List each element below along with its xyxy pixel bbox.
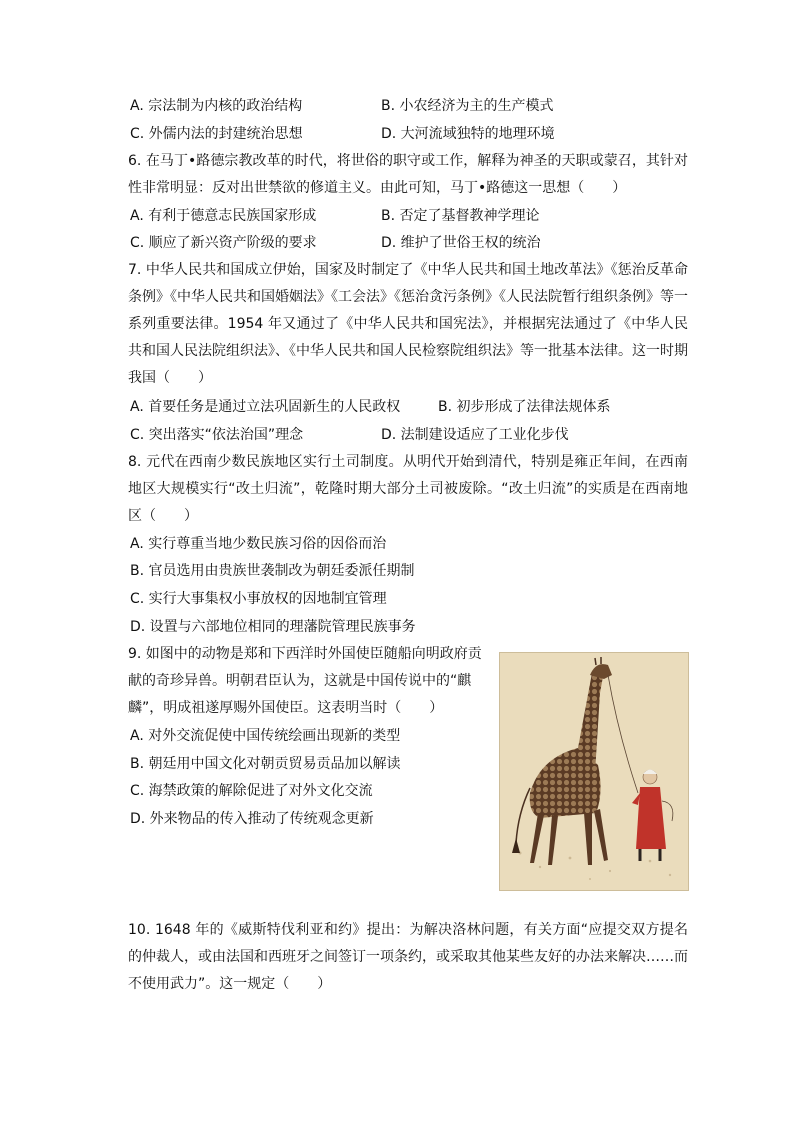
q9-option-c: C. 海禁政策的解除促进了对外文化交流 <box>130 783 373 799</box>
q6-option-c: C. 顺应了新兴资产阶级的要求 <box>130 235 317 251</box>
q9-stem: 9. 如图中的动物是郑和下西洋时外国使臣随船向明政府贡献的奇珍异兽。明朝君臣认为，这就是中国传说中的“麒麟”，明成祖遂厚赐外国使臣。这表明当时（ ） <box>128 646 482 716</box>
q8-option-a: A. 实行尊重当地少数民族习俗的因俗而治 <box>130 536 387 552</box>
q7-option-a: A. 首要任务是通过立法巩固新生的人民政权 <box>130 399 401 415</box>
q8-stem: 8. 元代在西南少数民族地区实行土司制度。从明代开始到清代，特别是雍正年间，在西南地区大规模实行“改土归流”，乾隆时期大部分土司被废除。“改土归流”的实质是在西南地区（ ） <box>128 454 688 524</box>
q7-option-d: D. 法制建设适应了工业化步伐 <box>381 427 569 443</box>
q6-option-b: B. 否定了基督教神学理论 <box>381 208 540 224</box>
q6-option-a: A. 有利于德意志民族国家形成 <box>130 208 317 224</box>
q10-stem: 10. 1648 年的《威斯特伐利亚和约》提出：为解决洛林问题，有关方面“应提交双方提名的仲裁人，或由法国和西班牙之间签订一项条约，或采取其他某些友好的办法来解决……而不使用武力”。这一规定（ ） <box>128 922 688 992</box>
q5-option-d: D. 大河流域独特的地理环境 <box>381 126 555 142</box>
q5-option-c: C. 外儒内法的封建统治思想 <box>130 126 303 142</box>
giraffe-painting <box>499 652 689 891</box>
q7-option-c: C. 突出落实“依法治国”理念 <box>130 427 304 443</box>
q6-option-d: D. 维护了世俗王权的统治 <box>381 235 541 251</box>
q8-option-c: C. 实行大事集权小事放权的因地制宜管理 <box>130 591 387 607</box>
q9-option-d: D. 外来物品的传入推动了传统观念更新 <box>130 811 374 827</box>
q8-option-b: B. 官员选用由贵族世袭制改为朝廷委派任期制 <box>130 563 415 579</box>
q8-option-d: D. 设置与六部地位相同的理藩院管理民族事务 <box>130 619 416 635</box>
q9-option-a: A. 对外交流促使中国传统绘画出现新的类型 <box>130 728 401 744</box>
q9-option-b: B. 朝廷用中国文化对朝贡贸易贡品加以解读 <box>130 756 401 772</box>
q7-option-b: B. 初步形成了法律法规体系 <box>438 399 611 415</box>
q6-stem: 6. 在马丁•路德宗教改革的时代，将世俗的职守或工作，解释为神圣的天职或蒙召，其针对性非常明显：反对出世禁欲的修道主义。由此可知，马丁•路德这一思想（ ） <box>128 153 688 196</box>
giraffe-illustration <box>500 653 688 890</box>
q7-stem: 7. 中华人民共和国成立伊始，国家及时制定了《中华人民共和国土地改革法》《惩治反革命条例》《中华人民共和国婚姻法》《工会法》《惩治贪污条例》《人民法院暂行组织条例》等一系列重要法律。1954 年又通过了《中华人民共和国宪法》，并根据宪法通过了《中华人民共和国人民法院组织法》、《中华人民共和国人民检察院组织法》等一批基本法律。这一时期我国（ ） <box>128 262 688 386</box>
q5-option-b: B. 小农经济为主的生产模式 <box>381 98 554 114</box>
q5-option-a: A. 宗法制为内核的政治结构 <box>130 98 303 114</box>
